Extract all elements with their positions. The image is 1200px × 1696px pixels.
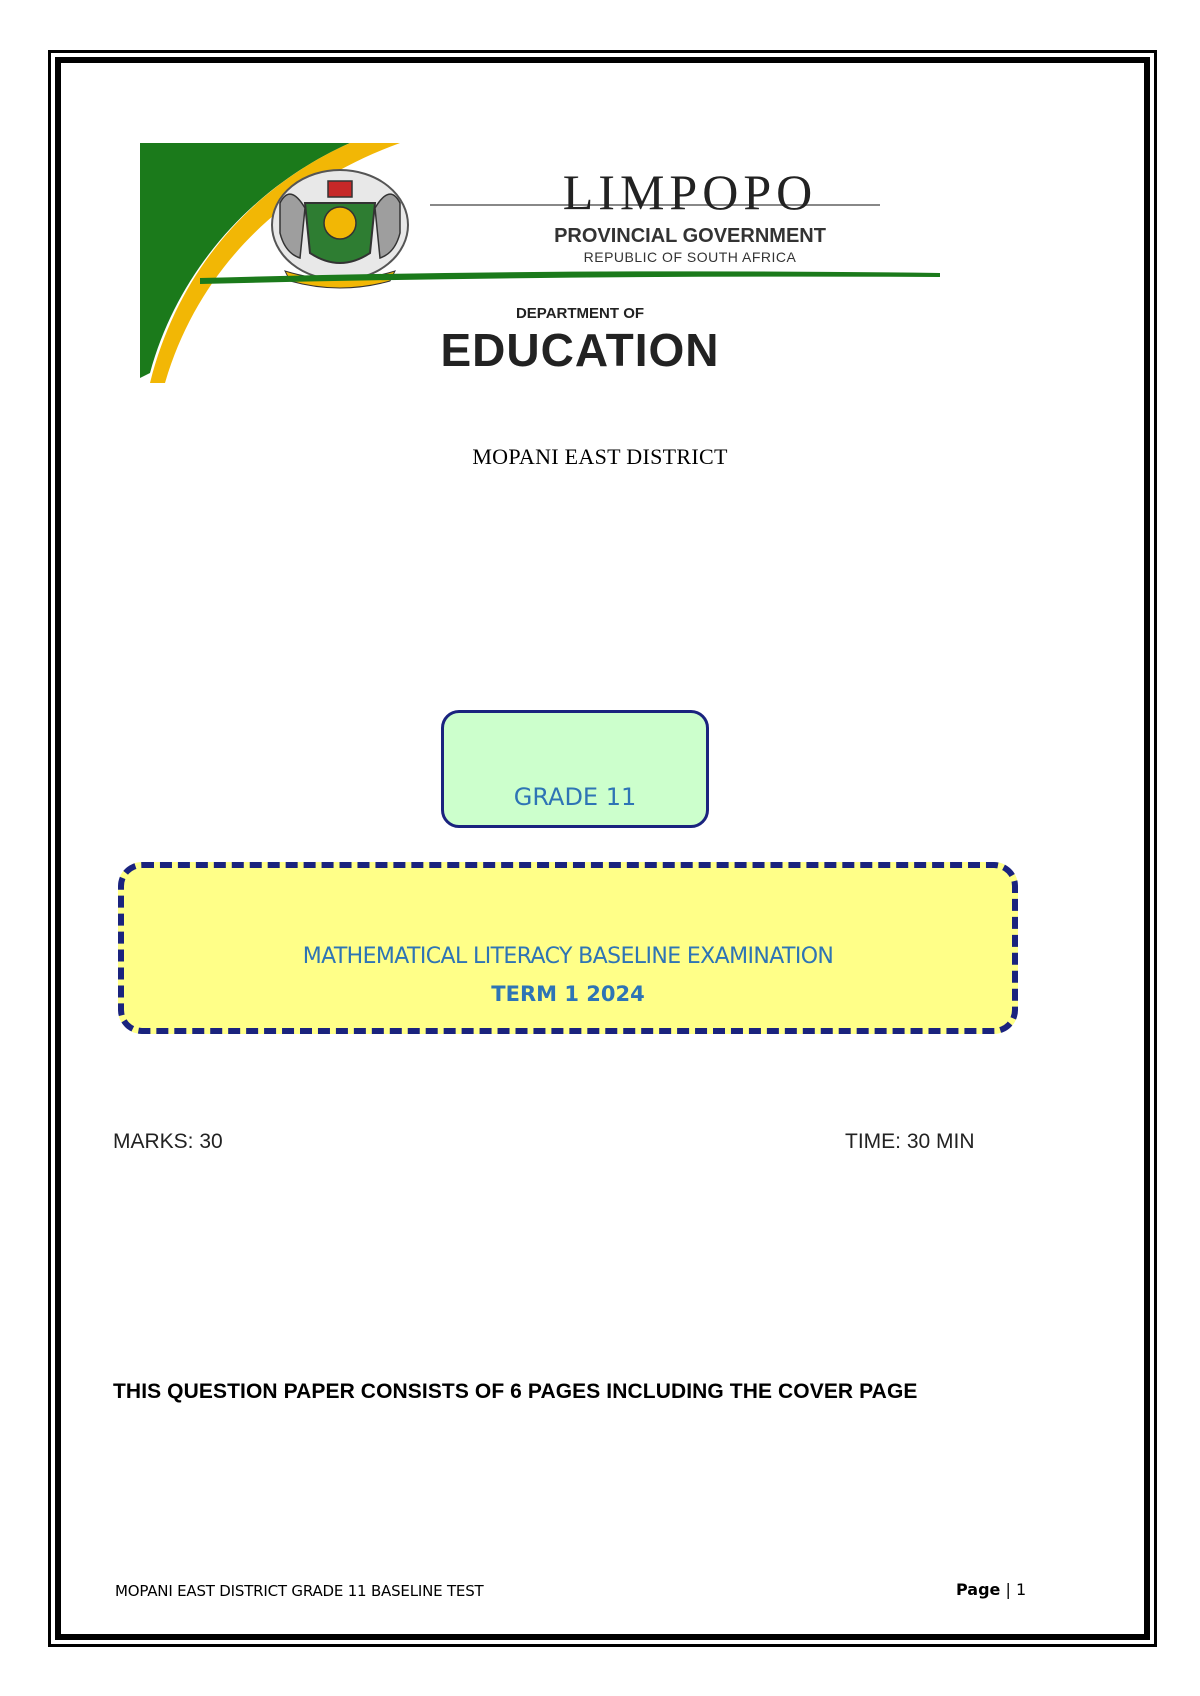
limpopo-education-logo (140, 143, 960, 383)
footer-separator: | (1005, 1580, 1011, 1599)
logo-province: LIMPOPO (562, 164, 818, 220)
logo-department-prefix: DEPARTMENT OF (515, 305, 645, 322)
marks-label: MARKS: 30 (113, 1130, 223, 1153)
exam-term: TERM 1 2024 (491, 982, 645, 1006)
logo-department: EDUCATION (440, 324, 720, 376)
logo-country: REPUBLIC OF SOUTH AFRICA (583, 249, 797, 265)
exam-title-box (118, 862, 1018, 1034)
time-label: TIME: 30 MIN (845, 1130, 975, 1153)
footer-title: MOPANI EAST DISTRICT GRADE 11 BASELINE TEST (115, 1582, 484, 1600)
footer-page-value: 1 (1015, 1580, 1027, 1599)
grade-label: GRADE 11 (513, 783, 637, 811)
district-heading: MOPANI EAST DISTRICT (472, 444, 728, 469)
logo-government: PROVINCIAL GOVERNMENT (554, 225, 826, 247)
footer-page-number (956, 1580, 1026, 1599)
footer-page-label: Page (956, 1580, 1001, 1599)
page-count-notice: THIS QUESTION PAPER CONSISTS OF 6 PAGES INCLUDING THE COVER PAGE (113, 1380, 918, 1403)
exam-title: MATHEMATICAL LITERACY BASELINE EXAMINATION (302, 944, 834, 969)
grade-box (441, 710, 709, 828)
coat-of-arms-icon (272, 170, 408, 288)
